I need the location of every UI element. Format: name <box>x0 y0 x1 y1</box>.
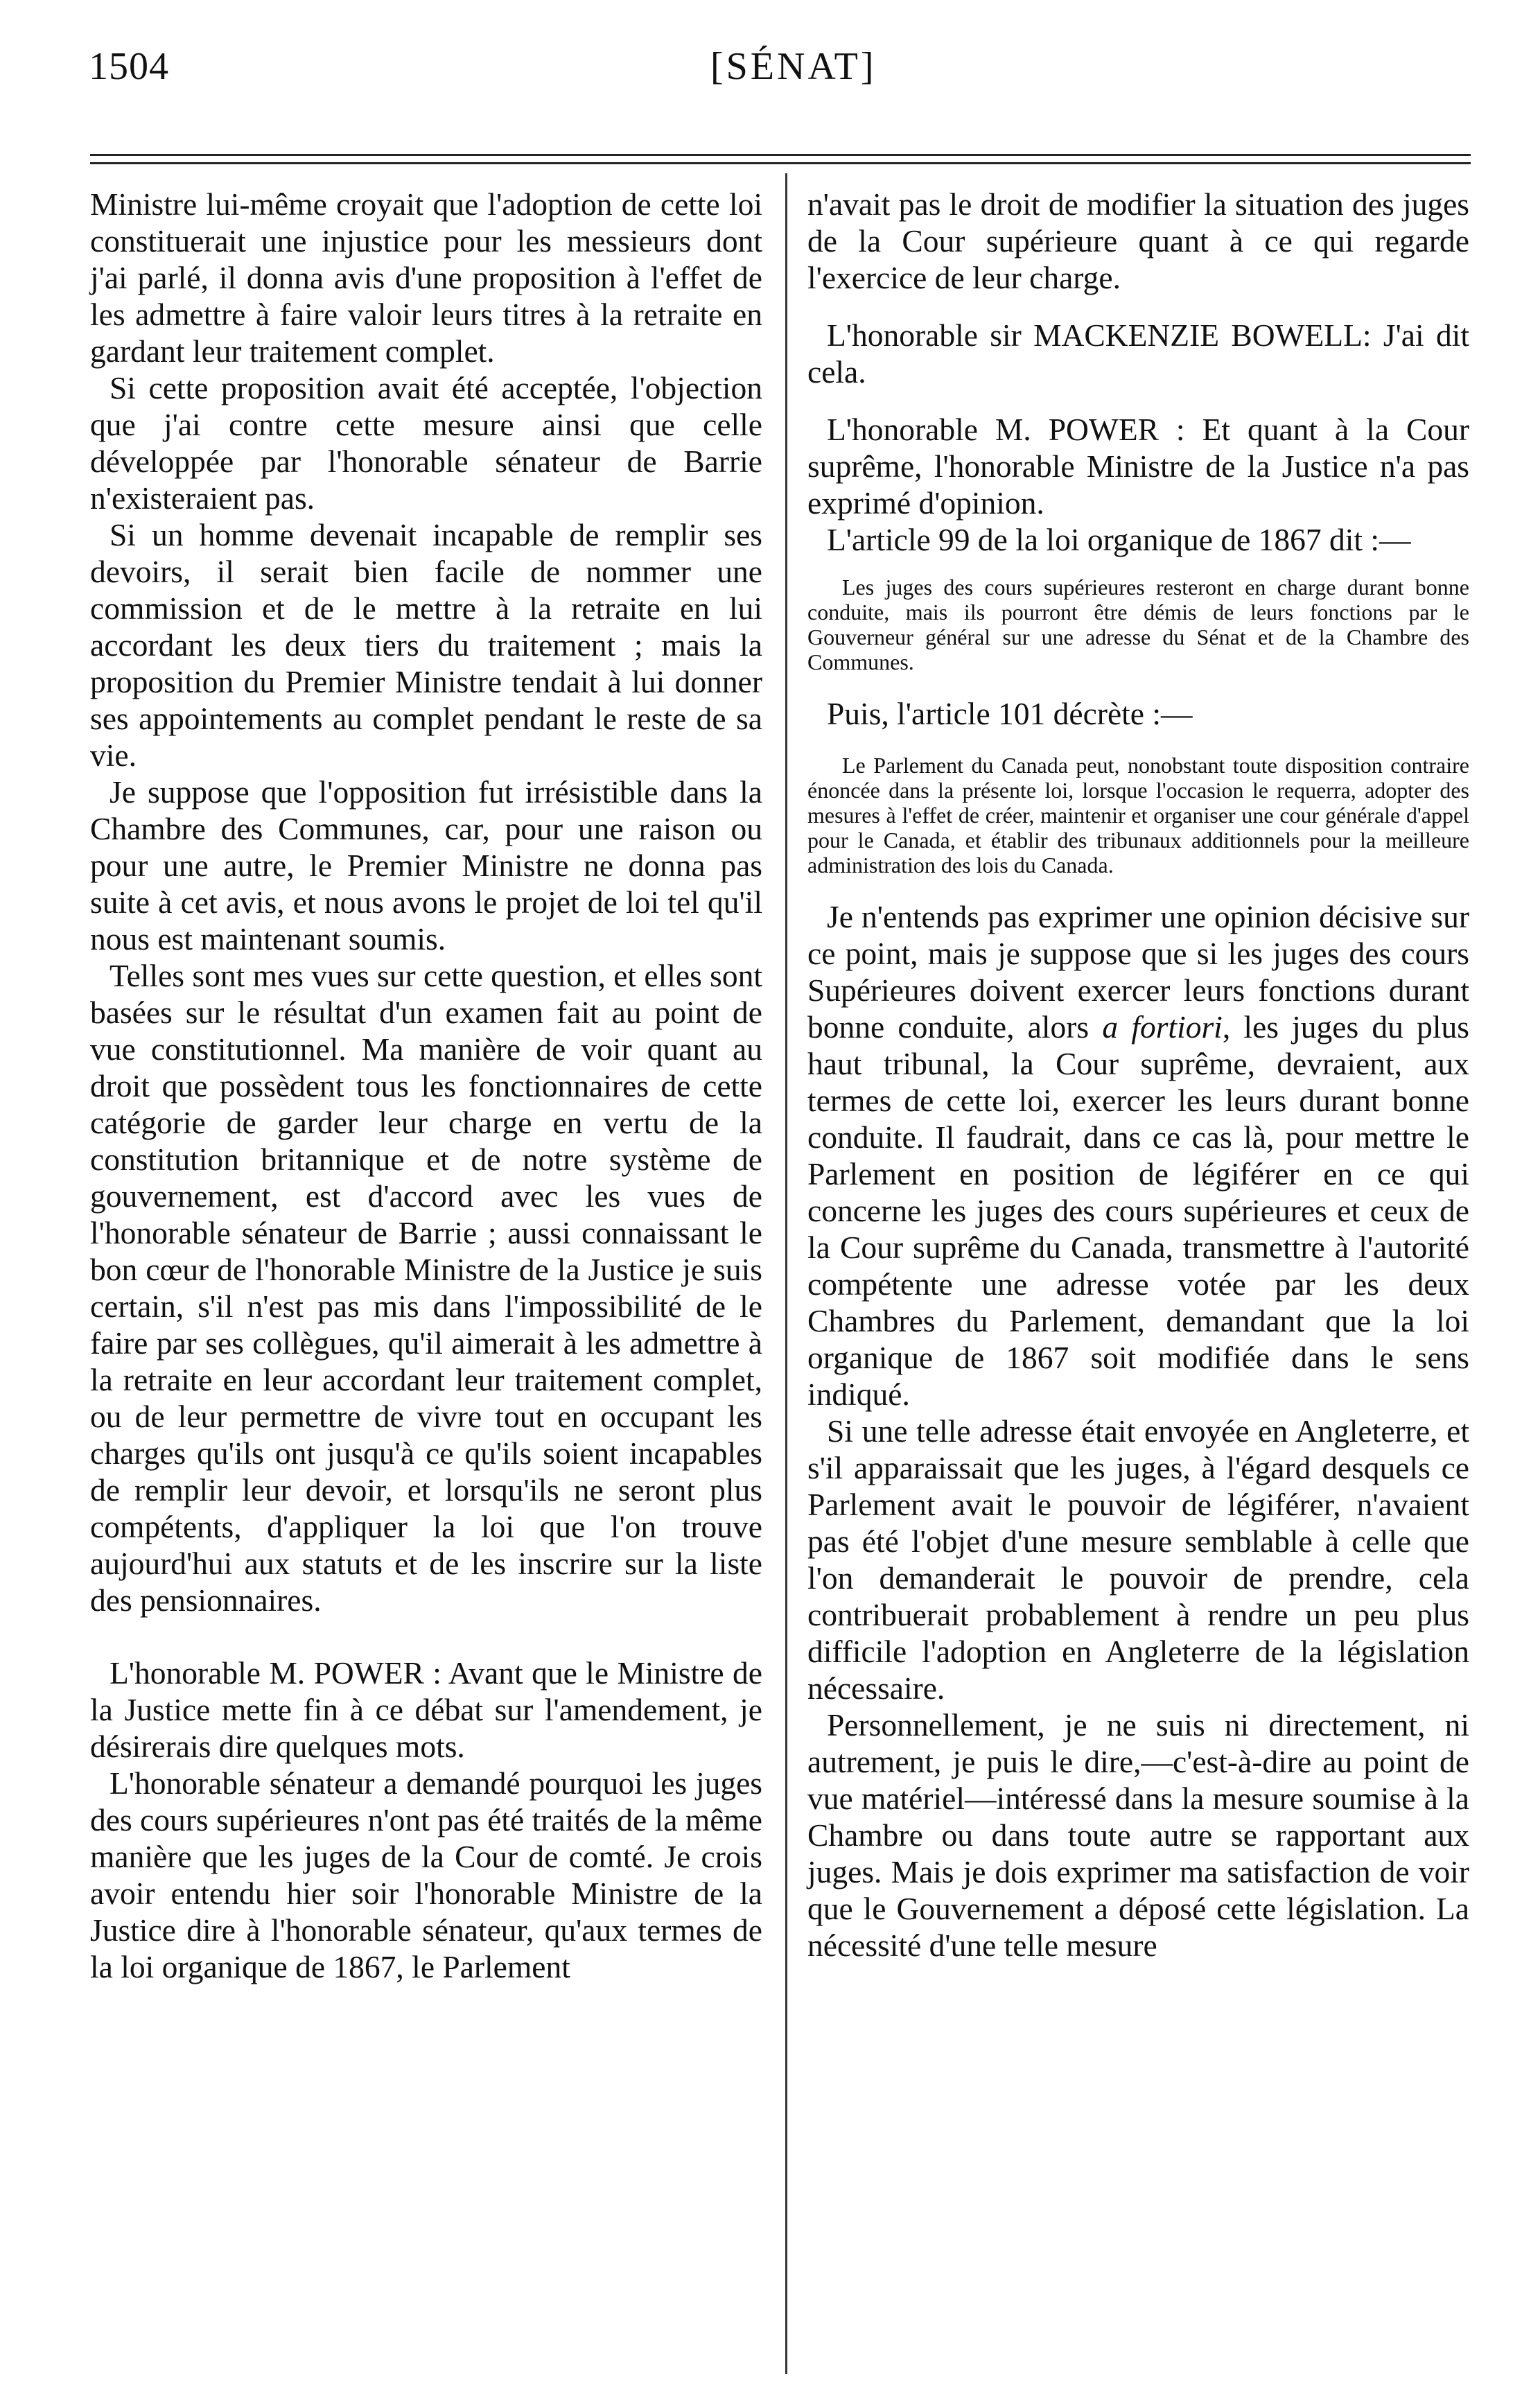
paragraph: Ministre lui-même croyait que l'adoption de cette loi constituerait une injustice pour les messieurs dont j'ai parlé, il donna avis d'une proposition à l'effet de les admettre à faire valoir leurs titres à la retraite en gardant leur traitement complet. <box>90 186 762 369</box>
paragraph: L'article 99 de la loi organique de 1867 dit :— <box>827 522 1411 557</box>
quoted-article-99: Les juges des cours supérieures resteront en charge durant bonne conduite, mais ils pourront être démis de leurs fonctions par le Gouverneur général sur une adresse du Sénat et de la Chambre des Communes. <box>807 575 1469 674</box>
left-column <box>90 186 762 1985</box>
paragraph: Telles sont mes vues sur cette question, et elles sont basées sur le résultat d'un examen fait au point de vue constitutionnel. Ma manière de voir quant au droit que possèdent tous les fonctionnaires de cette catégorie de garder leur charge en vertu de la constitution britannique et de notre système de gouvernement, est d'accord avec les vues de l'honorable sénateur de Barrie ; aussi connaissant le bon cœur de l'honorable Ministre de la Justice je suis certain, s'il n'est pas mis dans l'impossibilité de le faire par ses collègues, qu'il aimerait à les admettre à la retraite en leur accordant leur traitement complet, ou de leur permettre de vivre tout en occupant les charges qu'ils ont jusqu'à ce qu'ils soient incapables de remplir leur devoir, et lorsqu'ils ne seront plus compétents, d'appliquer la loi que l'on trouve aujourd'hui aux statuts et de les inscrire sur la liste des pensionnaires. <box>90 958 763 1618</box>
paragraph: Personnellement, je ne suis ni directement, ni autrement, je puis le dire,—c'est-à-dire au point de vue matériel—intéressé dans la mesure soumise à la Chambre ou dans toute autre se rapportant aux juges. Mais je dois exprimer ma satisfaction de voir que le Gouvernement a déposé cette législation. La nécessité d'une telle mesure <box>807 1707 1469 1963</box>
speaker-paragraph: L'honorable sir MACKENZIE BOWELL: J'ai dit cela. <box>807 317 1469 390</box>
page-number: 1504 <box>89 45 169 88</box>
paragraph: Je suppose que l'opposition fut irrésistible dans la Chambre des Communes, car, pour une raison ou pour une autre, le Premier Ministre ne donna pas suite à cet avis, et nous avons le projet de loi tel qu'il nous est maintenant soumis. <box>90 774 762 957</box>
header-rule-top <box>90 154 1471 156</box>
paragraph <box>807 898 1469 1413</box>
speaker-paragraph: L'honorable M. POWER : Et quant à la Cour suprême, l'honorable Ministre de la Justice n'a pas exprimé d'opinion. <box>807 412 1469 521</box>
right-column <box>807 186 1469 1964</box>
paragraph: Si une telle adresse était envoyée en Angleterre, et s'il apparaissait que les juges, à l'égard desquels ce Parlement avait le pouvoir de légiférer, n'avaient pas été l'objet d'une mesure semblable à celle que l'on demanderait le pouvoir de prendre, cela contribuerait probablement à rendre un peu plus difficile l'adoption en Angleterre de la législation nécessaire. <box>807 1413 1469 1706</box>
paragraph: L'honorable sénateur a demandé pourquoi les juges des cours supérieures n'ont pas été traités de la même manière que les juges de la Cour de comté. Je crois avoir entendu hier soir l'honorable Ministre de la Justice dire à l'honorable sénateur, qu'aux termes de la loi organique de 1867, le Parlement <box>90 1765 762 1984</box>
text-run: , les juges du plus haut tribunal, la Cour suprême, devraient, aux termes de cette loi, exercer les leurs durant bonne conduite. Il faudrait, dans ce cas là, pour mettre le Parlement en position de légiférer en ce qui concerne les juges des cours supérieures et ceux de la Cour suprême du Canada, transmettre à l'autorité compétente une adresse votée par les deux Chambres du Parlement, demandant que la loi organique de 1867 soit modifiée dans le sens indiqué. <box>807 1009 1469 1412</box>
italic-phrase: a fortiori <box>1102 1009 1223 1045</box>
header-rule-bottom <box>90 162 1471 164</box>
paragraph: Si cette proposition avait été acceptée, l'objection que j'ai contre cette mesure ainsi que celle développée par l'honorable sénateur de Barrie n'existeraient pas. <box>90 370 762 516</box>
paragraph: n'avait pas le droit de modifier la situation des juges de la Cour supérieure quant à ce qui regarde l'exercice de leur charge. <box>807 186 1469 295</box>
column-divider <box>785 173 787 2374</box>
running-head: [SÉNAT] <box>710 45 877 88</box>
text-run: Je n'entends pas exprimer une opinion décisive sur ce point, mais je suppose que si les juges des cours Supérieures doivent exercer leurs fonctions durant bonne conduite, alors <box>807 899 1469 1045</box>
speaker-paragraph: L'honorable M. POWER : Avant que le Ministre de la Justice mette fin à ce débat sur l'amendement, je désirerais dire quelques mots. <box>90 1655 762 1764</box>
quoted-article-101: Le Parlement du Canada peut, nonobstant toute disposition contraire énoncée dans la présente loi, lorsque l'occasion le requerra, adopter des mesures à l'effet de créer, maintenir et organiser une cour générale d'appel pour le Canada, et établir des tribunaux additionnels pour la meilleure administration des lois du Canada. <box>807 753 1469 878</box>
paragraph: Si un homme devenait incapable de remplir ses devoirs, il serait bien facile de nommer une commission et de le mettre à la retraite en lui accordant les deux tiers du traitement ; mais la proposition du Premier Ministre tendait à lui donner ses appointements au complet pendant le reste de sa vie. <box>90 517 762 773</box>
paragraph: Puis, l'article 101 décrète :— <box>827 696 1193 731</box>
